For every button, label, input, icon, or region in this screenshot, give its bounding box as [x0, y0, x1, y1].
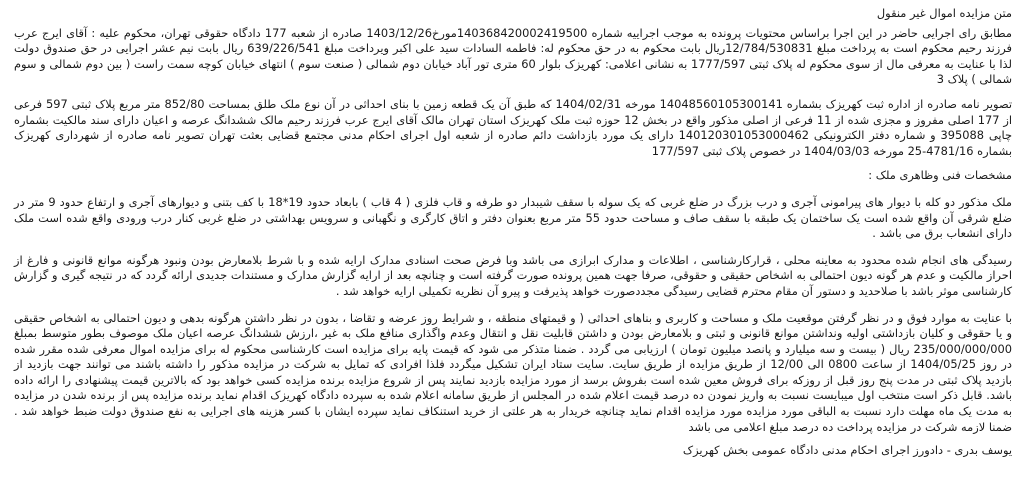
document-title: متن مزایده اموال غیر منقول	[876, 6, 1012, 20]
paragraph-valuation-auction: با عنایت به موارد فوق و در نظر گرفتن موقعیت ملک و مساحت و کاربری و بناهای احداثی ( و قیمتهای منطقه ، و شرایط روز عرضه و تقاضا ، بدون در نظر داشتن هرگونه بدهی و دیون احتمالی به اشخاص حقیقی و یا حقوقی و کلیان بازداشتی اولیه ونداشتن موانع قانونی و ثبتی و بلامعارض بودن و داشتن قابلیت نقل و انتقال وعدم واگذاری منافع ملک به غیر ،ارزش ششدانگ عرصه اعیان ملک موصوف بطور متوسط بمبلغ 235/000/000/000 ریال ( بیست و سه میلیارد و پانصد میلیون تومان ) ارزیابی می گردد . ضمنا متذکر می شود که قیمت پایه برای مزایده است کارشناسی محکوم له برای مزایده اموال معرفی شده مقرر شده در روز 1404/05/25 از ساعت 0800 الی 12/00 از طریق مزایده از طریق سایت. سایت ستاد ایران تشکیل میگردد فلذا افرادی که تمایل به شرکت در مزایده مذکور را داشته باشند می توانند جهت بازدید از بازدید پلاک ثبتی در مدت پنج روز قبل از روزکه برای فروش معین شده است بفروش برسد از مورد مزایده بازدید نمایند پس از شروع مزایده برنده مزایده کسی خواهد بود که بالاترین قیمت پیشنهادی را ارائه داده باشد. قابل ذکر است منتخب اول میبایست نسبت به واریز نمودن ده درصد قیمت اعلام شده در المجلس از طریق سامانه اعلام شده به سپرده دادگاه کهریزک اقدام نماید برنده مزایده پس از برنده شدن در مزایده به مدت یک ماه مهلت دارد نسبت به الباقی مورد مزایده مورد مزایده اقدام نماید چنانچه خریدار به هر علتی از خرید استنکاف نماید سپرده ایشان با کسر هزینه های اجرایی به نفع صندوق دولت ضبط خواهد شد . ضمنا لازمه شرکت در مزایده پرداخت ده درصد مبلغ اعلامی می باشد	[14, 310, 1012, 434]
paragraph-specs-heading: مشخصات فنی وظاهری ملک :	[868, 168, 1012, 183]
paragraph-property-description: ملک مذکور دو کله با دیوار های پیرامونی آجری و درب بزرگ در ضلع غربی که یک سوله با سقف شیبدار دو طرفه و قاب فلزی ( 4 قاب ) بابعاد حدود 19*18 با کف بتنی و دیوارهای آجری و ارتفاع حدود 9 متر در ضلع شرقی آن واقع شده است یک ساختمان یک طبقه با سقف صاف و مساحت حدود 55 متر مربع بعنوان دفتر و اتاق کارگری و نگهبانی و سرویس بهداشتی در ضلع غربی کنار درب ورودی واقع شده است ملک دارای انشعاب برق می باشد .	[14, 194, 1013, 241]
signature-line: یوسف بدری - دادورز اجرای احکام مدنی دادگاه عمومی بخش کهریزک	[682, 443, 1012, 458]
paragraph-registry: تصویر نامه صادره از اداره ثبت کهریزک بشماره 14048560105300141 مورخه 1404/02/31 که طبق آن یک قطعه زمین با بنای احداثی در آن نوع ملک طلق بمساحت 852/80 متر مربع پلاک ثبتی 597 فرعی از 177 اصلی مفروز و مجزی شده از 11 فرعی از اصلی مذکور واقع در بخش 12 حوزه ثبت ملک کهریزک استان تهران مالک آقای ایرج عرب فرزند رحیم مالک ششدانگ عرصه و اعیان دارای سند مالکیت بشماره چاپی 395088 و شماره دفتر الکترونیکی 140120301053000462 دارای یک مورد بازداشت دائم صادره از شعبه اول اجرای احکام مدنی مجتمع قضایی بعثت تهران تصویر نامه صادره از شهرداری کهریزک بشماره 4781/16-25 مورخه 1404/03/03 در خصوص پلاک ثبتی 177/597	[14, 96, 1012, 158]
paragraph-judgment: مطابق رای اجرایی حاضر در این اجرا براساس محتویات پرونده به موجب اجراییه شماره 140368420002419500مورخ1403/12/26 صادره از شعبه 177 دادگاه حقوقی تهران، محکوم علیه : آقای ایرج عرب فرزند رحیم محکوم است به پرداخت مبلغ 12/784/530831ریال بابت محکوم به در حق محکوم له: فاطمه السادات سید علی اکبر ویرداخت مبلغ 639/226/541 ریال بابت نیم عشر اجرایی در حق صندوق دولت لذا با عنایت به معرفی مال از سوی محکوم له پلاک ثبتی 1777/597 به نشانی اعلامی: کهریزک بلوار 60 متری تور آباد خیابان دوم شمالی ( صنعت سوم ) انتهای خیابان کوچه سمت راست ( بین دوم شمالی و سوم شمالی ) پلاک 3	[14, 25, 1012, 87]
paragraph-expert-review: رسیدگی های انجام شده محدود به معاینه محلی ، قرارکارشناسی ، اطلاعات و مدارک ابرازی می باشد وبا فرض صحت اسنادی مدارک ارایه شده و با شرط بلامعارض بودن ونبود هرگونه موانع قانونی و فارغ از احراز مالکیت و عدم هر گونه دیون احتمالی به اشخاص حقیقی و حقوقی، صرفا جهت همین پرونده صورت گرفته است و چنانچه بعد از ارایه گزارش مدارک و مستندات جدیدی ارائه گردد که در نتیجه گیری و گزارش کارشناسی موثر باشد با صلاحدید و دستور آن مقام محترم قضایی رسیدگی مجددصورت خواهد پذیرفت و پیرو آن نظریه تکمیلی ارایه خواهد شد .	[14, 252, 1012, 298]
